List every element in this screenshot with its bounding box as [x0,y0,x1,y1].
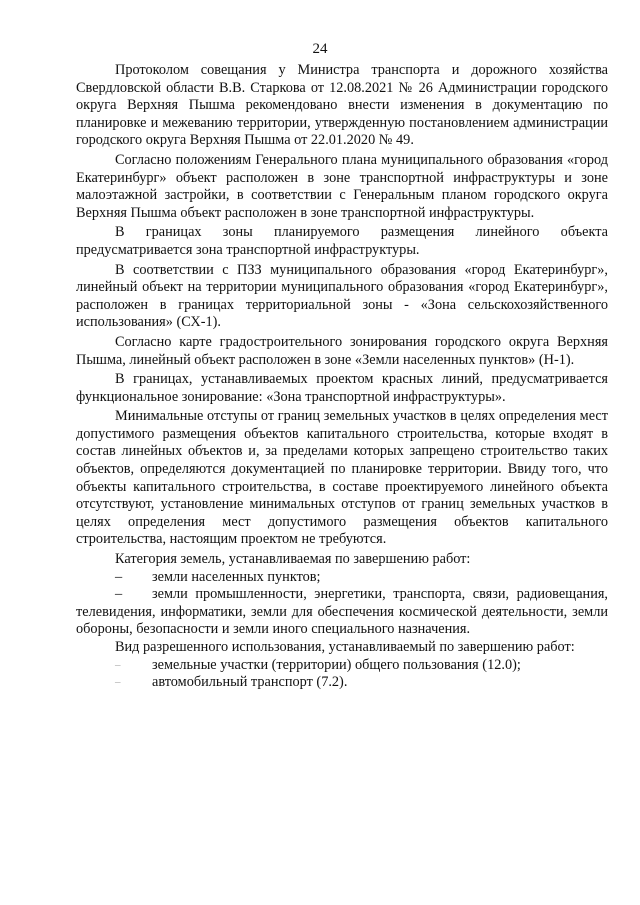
list-dash: – [115,586,123,603]
paragraph-red-lines: В границах, устанавливаемых проектом красных линий, предусматривается функциональное зонирование: «Зона транспортной инфраструктуры». [76,371,608,405]
list-item [76,569,608,587]
list-item [76,586,608,639]
paragraph-min-setbacks: Минимальные отступы от границ земельных участков в целях определения мест допустимого размещения объектов капитального строительства, которые входят в состав линейных объектов и, за пределами которых запрещено строительство таких объектов, определяются документацией по планировке территории. Ввиду того, что объекты капитального строительства, в составе проектируемого линейного объекта отсутствуют, установление минимальных отступов от границ земельных участков в целях определения мест допустимого размещения объектов капитального строительства, настоящим проектом не требуются. [76,408,608,548]
list-item-text: земли промышленности, энергетики, транспорта, связи, радиовещания, телевидения, информатики, земли для обеспечения космической деятельности, земли обороны, безопасности и земли иного специального назначения. [76,586,608,638]
list-item [76,674,608,692]
list-item-text: земли населенных пунктов; [152,568,321,585]
paragraph-pzz: В соответствии с ПЗЗ муниципального образования «город Екатеринбург», линейный объект на территории муниципального образования «город Екатеринбург», расположен в границах территориальной зоны - «Зона сельскохозяйственного использования» (СХ-1). [76,261,608,331]
document-body [76,62,608,692]
list-item-text: земельные участки (территории) общего пользования (12.0); [152,656,521,673]
paragraph-zoning-map: Согласно карте градостроительного зонирования городского округа Верхняя Пышма, линейный объект расположен в зоне «Земли населенных пунктов» (Н-1). [76,333,608,368]
list-item-text: автомобильный транспорт (7.2). [152,674,348,691]
list-dash: – [115,568,123,585]
paragraph-zone-boundaries: В границах зоны планируемого размещения линейного объекта предусматривается зона транспортной инфраструктуры. [76,224,608,258]
list-dash: – [115,676,121,689]
land-category-heading: Категория земель, устанавливаемая по завершению работ: [115,551,471,568]
paragraph-general-plan: Согласно положениям Генерального плана муниципального образования «город Екатеринбург» объект расположен в зоне транспортной инфраструктуры и зоне малоэтажной застройки, в соответствии с Генеральным планом городского округа Верхняя Пышма объект расположен в зоне транспортной инфраструктуры. [76,151,608,221]
list-dash: – [115,658,121,671]
page-number: 24 [312,41,328,57]
permitted-use-heading: Вид разрешенного использования, устанавливаемый по завершению работ: [115,639,575,655]
list-item [76,657,608,675]
paragraph-protocol: Протоколом совещания у Министра транспорта и дорожного хозяйства Свердловской области В.В. Старкова от 12.08.2021 № 26 Администрации городского округа Верхняя Пышма рекомендовано внести изменения в документацию по планировке и межеванию территории, утвержденную постановлением администрации городского округа Верхняя Пышма от 22.01.2020 № 49. [76,62,608,149]
